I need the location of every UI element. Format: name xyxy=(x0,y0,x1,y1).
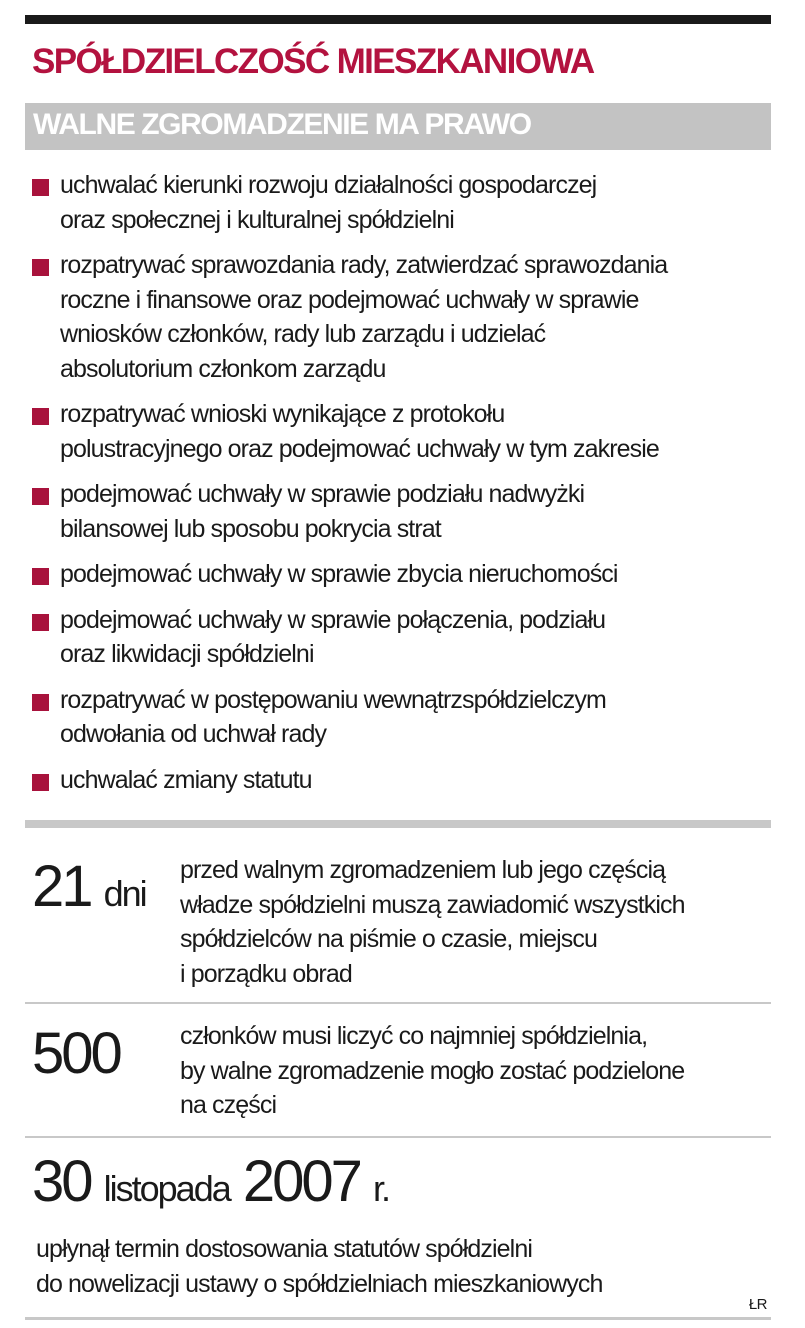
list-item-text: absolutorium członkom zarządu xyxy=(60,354,386,383)
fact-text-line: upłynął termin dostosowania statutów spółdzielni xyxy=(36,1235,532,1263)
list-item xyxy=(32,603,772,672)
list-item-text: podejmować uchwały w sprawie połączenia, podziału xyxy=(60,605,606,634)
fact-date xyxy=(32,1149,390,1214)
top-rule xyxy=(25,15,771,24)
list-item-text: rozpatrywać w postępowaniu wewnątrzspółdzielczym xyxy=(60,685,606,714)
fact-number: 500 xyxy=(32,1021,120,1086)
fact-text xyxy=(180,1019,684,1123)
list-item xyxy=(32,168,772,237)
section-header xyxy=(25,103,771,150)
list-item-text: odwołania od uchwał rady xyxy=(60,720,327,748)
fact-text-line: przed walnym zgromadzeniem lub jego częścią xyxy=(180,856,666,884)
divider xyxy=(25,1002,771,1004)
bullet-square-icon xyxy=(32,488,49,505)
page-title: SPÓŁDZIELCZOŚĆ MIESZKANIOWA xyxy=(32,42,594,81)
fact-text-line: władze spółdzielni muszą zawiadomić wszystkich xyxy=(180,890,685,919)
fact-text-line: spółdzielców na piśmie o czasie, miejscu xyxy=(180,925,597,953)
rights-list xyxy=(32,168,772,808)
list-item xyxy=(32,248,772,386)
fact-number xyxy=(32,854,146,919)
list-item-text: podejmować uchwały w sprawie zbycia nieruchomości xyxy=(60,560,618,588)
list-item-text: oraz likwidacji spółdzielni xyxy=(60,640,314,668)
section-divider xyxy=(25,820,771,828)
fact-text-line: by walne zgromadzenie mogło zostać podzielone xyxy=(180,1056,685,1085)
fact-text xyxy=(180,853,685,991)
list-item-text: polustracyjnego oraz podejmować uchwały w tym zakresie xyxy=(60,434,659,463)
list-item xyxy=(32,397,772,466)
list-item xyxy=(32,477,772,546)
fact-unit: dni xyxy=(103,873,146,914)
date-suffix: r. xyxy=(373,1168,390,1209)
list-item-text: podejmować uchwały w sprawie podziału nadwyżki xyxy=(60,480,585,508)
fact-text-line: na części xyxy=(180,1091,277,1119)
bullet-square-icon xyxy=(32,179,49,196)
list-item-text: rozpatrywać wnioski wynikające z protokołu xyxy=(60,400,505,428)
date-year: 2007 xyxy=(242,1149,360,1214)
list-item-text: rozpatrywać sprawozdania rady, zatwierdzać sprawozdania xyxy=(60,251,668,279)
fact-text-line: i porządku obrad xyxy=(180,959,352,988)
date-month: listopada xyxy=(103,1168,230,1209)
author-credit: ŁR xyxy=(748,1296,767,1313)
bullet-square-icon xyxy=(32,774,49,791)
list-item-text: uchwalać zmiany statutu xyxy=(60,765,312,794)
bullet-square-icon xyxy=(32,568,49,585)
list-item-text: roczne i finansowe oraz podejmować uchwały w sprawie xyxy=(60,285,639,314)
bullet-square-icon xyxy=(32,614,49,631)
list-item-text: wniosków członków, rady lub zarządu i udzielać xyxy=(60,320,546,348)
bottom-rule xyxy=(25,1317,771,1320)
date-day: 30 xyxy=(32,1149,91,1214)
list-item-text: bilansowej lub sposobu pokrycia strat xyxy=(60,514,441,543)
list-item xyxy=(32,557,772,592)
list-item xyxy=(32,763,772,798)
list-item-text: uchwalać kierunki rozwoju działalności gospodarczej xyxy=(60,171,597,199)
section-title: WALNE ZGROMADZENIE MA PRAWO xyxy=(33,108,531,141)
fact-number-value: 21 xyxy=(32,854,91,919)
divider xyxy=(25,1136,771,1138)
list-item-text: oraz społecznej i kulturalnej spółdzielni xyxy=(60,205,454,234)
fact-text xyxy=(36,1232,603,1301)
bullet-square-icon xyxy=(32,408,49,425)
bullet-square-icon xyxy=(32,259,49,276)
fact-text-line: członków musi liczyć co najmniej spółdzielnia, xyxy=(180,1022,648,1050)
list-item xyxy=(32,683,772,752)
bullet-square-icon xyxy=(32,694,49,711)
fact-text-line: do nowelizacji ustawy o spółdzielniach mieszkaniowych xyxy=(36,1269,603,1298)
